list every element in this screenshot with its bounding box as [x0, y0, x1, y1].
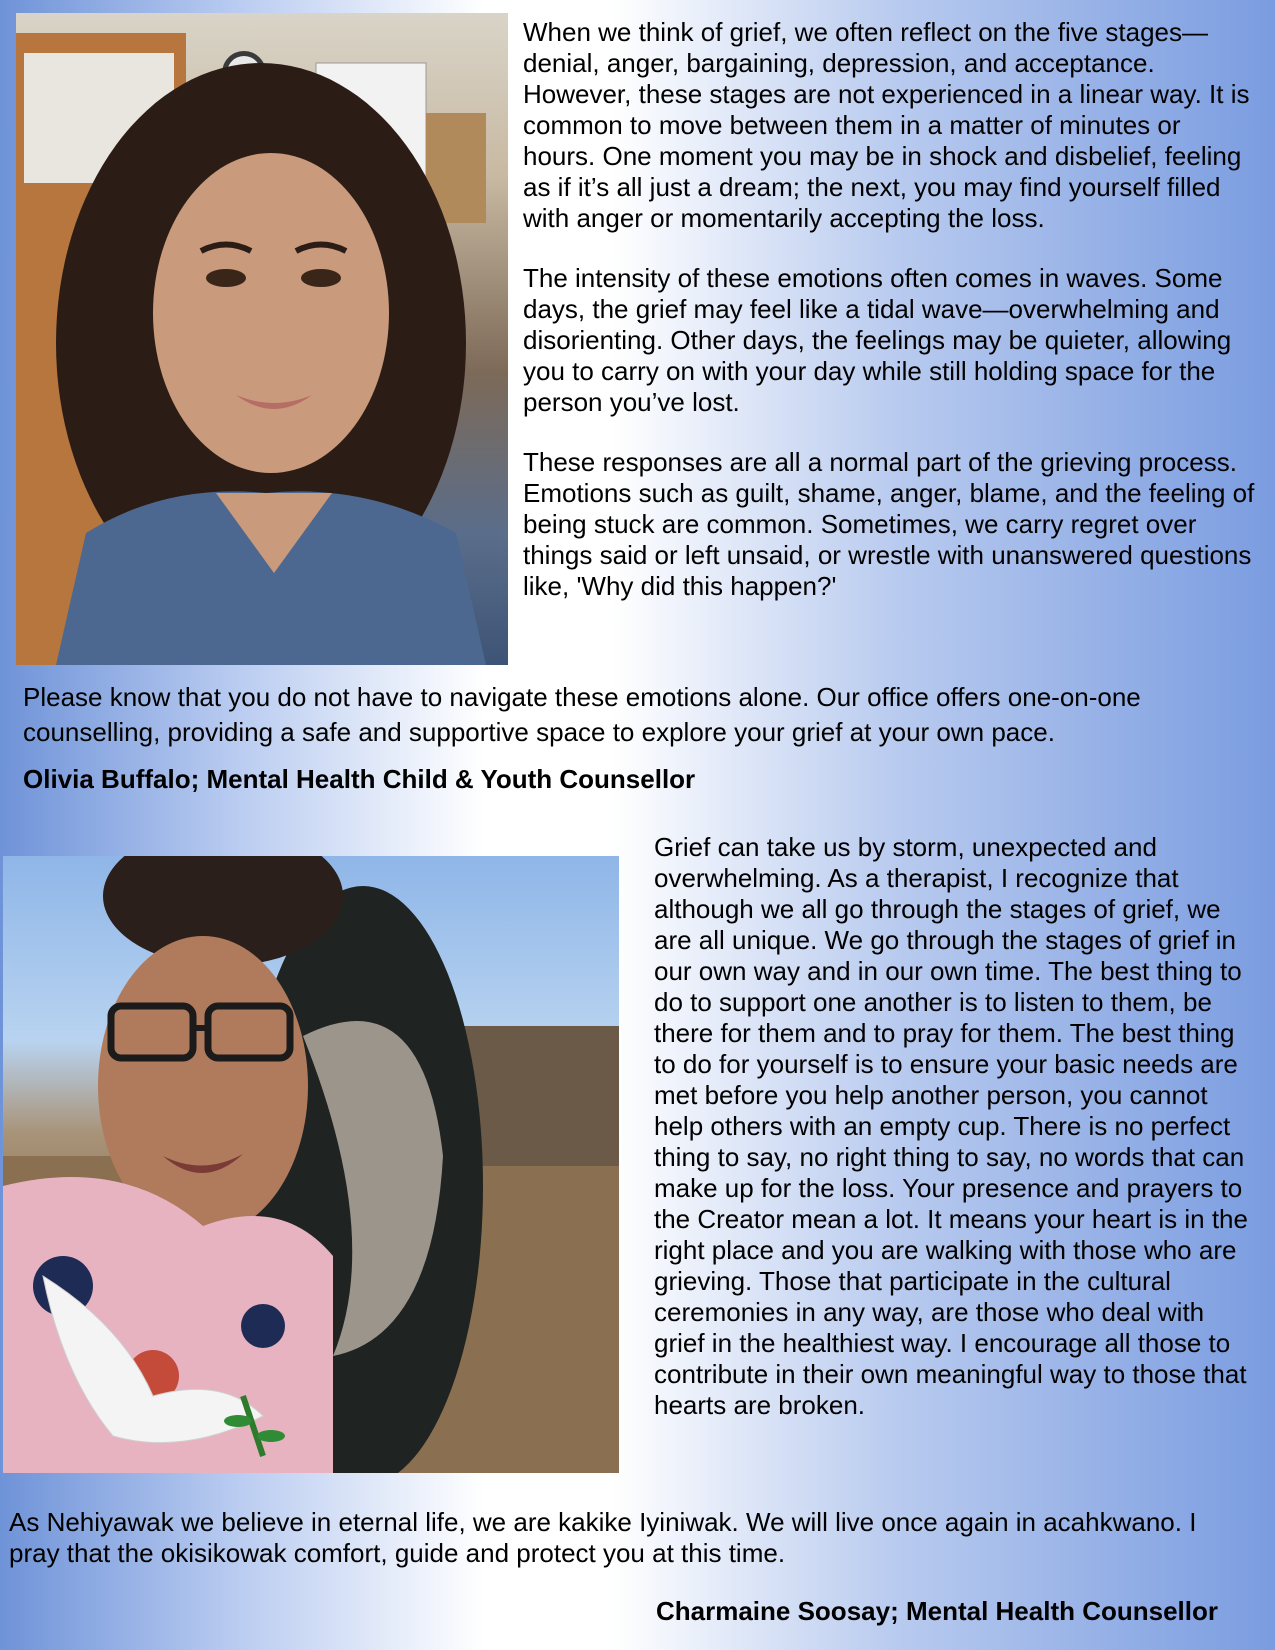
article2-column	[654, 832, 1259, 1450]
article1-paragraph-3: These responses are all a normal part of the grieving process. Emotions such as guilt, shame, anger, blame, and the feeling of being stuck are common. Sometimes, we carry regret over things said or left unsaid, or wrestle with unanswered questions like, 'Why did this happen?'	[523, 447, 1255, 601]
portrait-illustration	[3, 856, 619, 1473]
counsellor-photo-olivia	[16, 13, 508, 665]
portrait-illustration	[16, 13, 508, 665]
counsellor-photo-charmaine	[3, 856, 619, 1473]
article2-paragraph-1: Grief can take us by storm, unexpected and overwhelming. As a therapist, I recognize that although we all go through the stages of grief, we are all unique. We go through the stages of grief in our own way and in our own time. The best thing to do to support one another is to listen to them, be there for them and to pray for them. The best thing to do for yourself is to ensure your basic needs are met before you help another person, you cannot help others with an empty cup. There is no perfect thing to say, no right thing to say, no words that can make up for the loss. Your presence and prayers to the Creator mean a lot. It means your heart is in the right place and you are walking with those who are grieving. Those that participate in the cultural ceremonies in any way, are those who deal with grief in the healthiest way. I encourage all those to contribute in their own meaningful way to those that hearts are broken.	[654, 832, 1248, 1420]
article1-column	[523, 17, 1258, 631]
article1-paragraph-2: The intensity of these emotions often comes in waves. Some days, the grief may feel like a tidal wave—overwhelming and disorienting. Other days, the feelings may be quieter, allowing you to carry on with your day while still holding space for the person you’ve lost.	[523, 263, 1232, 417]
article2-closing: As Nehiyawak we believe in eternal life, we are kakike Iyiniwak. We will live once again in acahkwano. I pray that the okisikowak comfort, guide and protect you at this time.	[9, 1507, 1197, 1568]
article1-closing: Please know that you do not have to navigate these emotions alone. Our office offers one-on-one counselling, providing a safe and supportive space to explore your grief at your own pace.	[23, 682, 1141, 747]
article1-paragraph-1: When we think of grief, we often reflect on the five stages—denial, anger, bargaining, depression, and acceptance. However, these stages are not experienced in a linear way. It is common to move between them in a matter of minutes or hours. One moment you may be in shock and disbelief, feeling as if it’s all just a dream; the next, you may find yourself filled with anger or momentarily accepting the loss.	[523, 17, 1250, 233]
article1-signature: Olivia Buffalo; Mental Health Child & Youth Counsellor	[23, 764, 696, 794]
article2-signature: Charmaine Soosay; Mental Health Counsellor	[655, 1596, 1218, 1626]
